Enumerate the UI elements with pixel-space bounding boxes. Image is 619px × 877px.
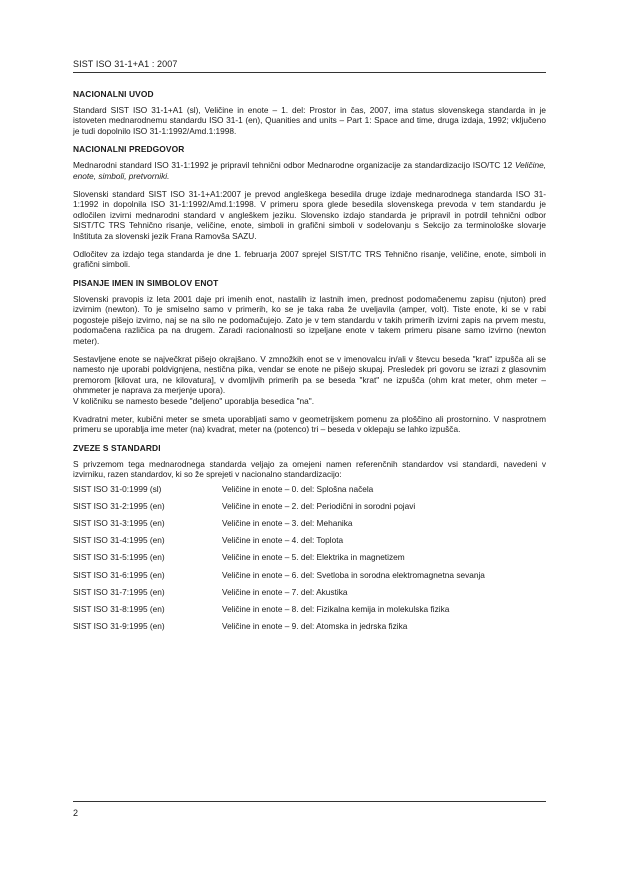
- zveze-paragraph: S privzemom tega mednarodnega standarda veljajo za omejeni namen referenčnih standardov vsi standardi, navedeni v izvirniku, razen standardov, ki so že sprejeti v nacionalno standardizacijo:: [73, 458, 546, 480]
- footer-rule: [73, 801, 546, 802]
- predgovor-paragraph-1: [73, 160, 546, 181]
- standard-title: Veličine in enote – 6. del: Svetloba in sorodna elektromagnetna sevanja: [222, 569, 485, 580]
- table-row: [73, 604, 546, 621]
- standard-title: Veličine in enote – 0. del: Splošna načela: [222, 483, 374, 494]
- standard-code: SIST ISO 31-6:1995 (en): [73, 569, 165, 580]
- table-row: [73, 501, 546, 518]
- table-row: [73, 570, 546, 587]
- pisanje-paragraph-4: Kvadratni meter, kubični meter se smeta uporabljati samo v geometrijskem pomenu za ploščino ali prostornino. V nasprotnem primeru se uporablja ime meter (na) kvadrat, meter na (potenco) tri – beseda v oklepaju se lahko izpušča.: [73, 413, 546, 435]
- standard-title: Veličine in enote – 3. del: Mehanika: [222, 517, 353, 528]
- standard-code: SIST ISO 31-8:1995 (en): [73, 603, 165, 614]
- standard-code: SIST ISO 31-2:1995 (en): [73, 500, 165, 511]
- section-heading-zveze: ZVEZE S STANDARDI: [73, 442, 161, 453]
- page-number: 2: [73, 808, 79, 818]
- table-row: [73, 535, 546, 552]
- document-header-title: SIST ISO 31-1+A1 : 2007: [73, 59, 178, 69]
- predgovor-p1-text: Mednarodni standard ISO 31-1:1992 je pripravil tehnični odbor Mednarodne organizacije za standardizacijo ISO/TC 12: [73, 160, 515, 171]
- section-heading-uvod: NACIONALNI UVOD: [73, 89, 154, 99]
- standard-code: SIST ISO 31-7:1995 (en): [73, 586, 165, 597]
- section-heading-predgovor: NACIONALNI PREDGOVOR: [73, 144, 185, 155]
- section-heading-pisanje: PISANJE IMEN IN SIMBOLOV ENOT: [73, 277, 219, 288]
- standards-table: [73, 484, 546, 639]
- predgovor-paragraph-2: Slovenski standard SIST ISO 31-1+A1:2007 je prevod angleškega besedila druge izdaje mednarodnega standarda ISO 31-1:1992 in dopolnila ISO 31-1:1992/Amd.1:1998. V primeru spora glede besedila slovenskega prevoda v tem standardu je odločilen izvirni mednarodni standard v angleškem jeziku. Slovensko izdajo standarda je pripravil in potrdil tehnični odbor SIST/TC TRS Tehnično risanje, veličine, enote, simboli in grafični simboli v sodelovanju s Sekcijo za terminološke slovarje Inštituta za slovenski jezik Frana Ramovša SAZU.: [73, 189, 546, 241]
- standard-title: Veličine in enote – 8. del: Fizikalna kemija in molekulska fizika: [222, 603, 450, 614]
- standard-title: Veličine in enote – 2. del: Periodični in sorodni pojavi: [222, 500, 416, 511]
- standard-title: Veličine in enote – 5. del: Elektrika in magnetizem: [222, 552, 405, 563]
- standard-code: SIST ISO 31-3:1995 (en): [73, 517, 165, 528]
- standard-code: SIST ISO 31-9:1995 (en): [73, 621, 165, 632]
- standard-title: Veličine in enote – 7. del: Akustika: [222, 586, 348, 597]
- header-rule: [73, 72, 546, 73]
- table-row: [73, 587, 546, 604]
- table-row: [73, 621, 546, 638]
- table-row: [73, 518, 546, 535]
- pisanje-paragraph-3: V količniku se namesto besede "deljeno" uporablja besedica "na".: [73, 395, 315, 406]
- pisanje-paragraph-2: Sestavljene enote se največkrat pišejo okrajšano. V zmnožkih enot se v imenovalcu in/ali v števcu beseda "krat" izpušča ali se namesto nje uporabi poldvignjena, nestična pika, vendar se enote ne pišejo skupaj. Presledek pri govoru se izrazi z glasovnim premorom [kilovat ura, ne kilovatura], v dvomljivih primerih pa se beseda "krat" ne izpušča (ohm krat meter, ohm meter – ohmmeter je naprava za merjenje upora).: [73, 353, 546, 396]
- document-body: [73, 89, 546, 638]
- table-row: [73, 552, 546, 569]
- standard-title: Veličine in enote – 9. del: Atomska in jedrska fizika: [222, 621, 408, 632]
- standard-code: SIST ISO 31-5:1995 (en): [73, 552, 165, 563]
- uvod-paragraph: Standard SIST ISO 31-1+A1 (sl), Veličine in enote – 1. del: Prostor in čas, 2007, ima status slovenskega standarda in je istoveten mednarodnemu standardu ISO 31-1 (en), Quanities and units – Part 1: Space and time, druga izdaja, 1992; vključeno je tudi dopolnilo ISO 31-1:1992/Amd.1:1998.: [73, 105, 546, 136]
- standard-code: SIST ISO 31-0:1999 (sl): [73, 483, 162, 494]
- standard-code: SIST ISO 31-4:1995 (en): [73, 535, 165, 546]
- predgovor-p1-italic: Veličine, enote, simboli, pretvorniki.: [73, 160, 546, 181]
- standard-title: Veličine in enote – 4. del: Toplota: [222, 535, 344, 546]
- predgovor-paragraph-3: Odločitev za izdajo tega standarda je dne 1. februarja 2007 sprejel SIST/TC TRS Tehnično risanje, veličine, enote, simboli in grafični simboli.: [73, 249, 546, 270]
- table-row: [73, 484, 546, 501]
- pisanje-paragraph-1: Slovenski pravopis iz leta 2001 daje pri imenih enot, nastalih iz lastnih imen, prednost podomačenemu zapisu (njuton) pred izvirnim (newton). To je smiselno samo v primerih, ko se je taka raba že uveljavila (amper, volt). Tiste enote, ki se v rabi pogosteje pišejo izvirno, naj se na silo ne podomačujejo. Zato je v tem standardu v takih primerih izvirni zapis na prvem mestu, podomačena različica pa na drugem. Zaradi racionalnosti so izpeljane enote v takem primeru pisane samo izvirno (newton meter).: [73, 293, 546, 346]
